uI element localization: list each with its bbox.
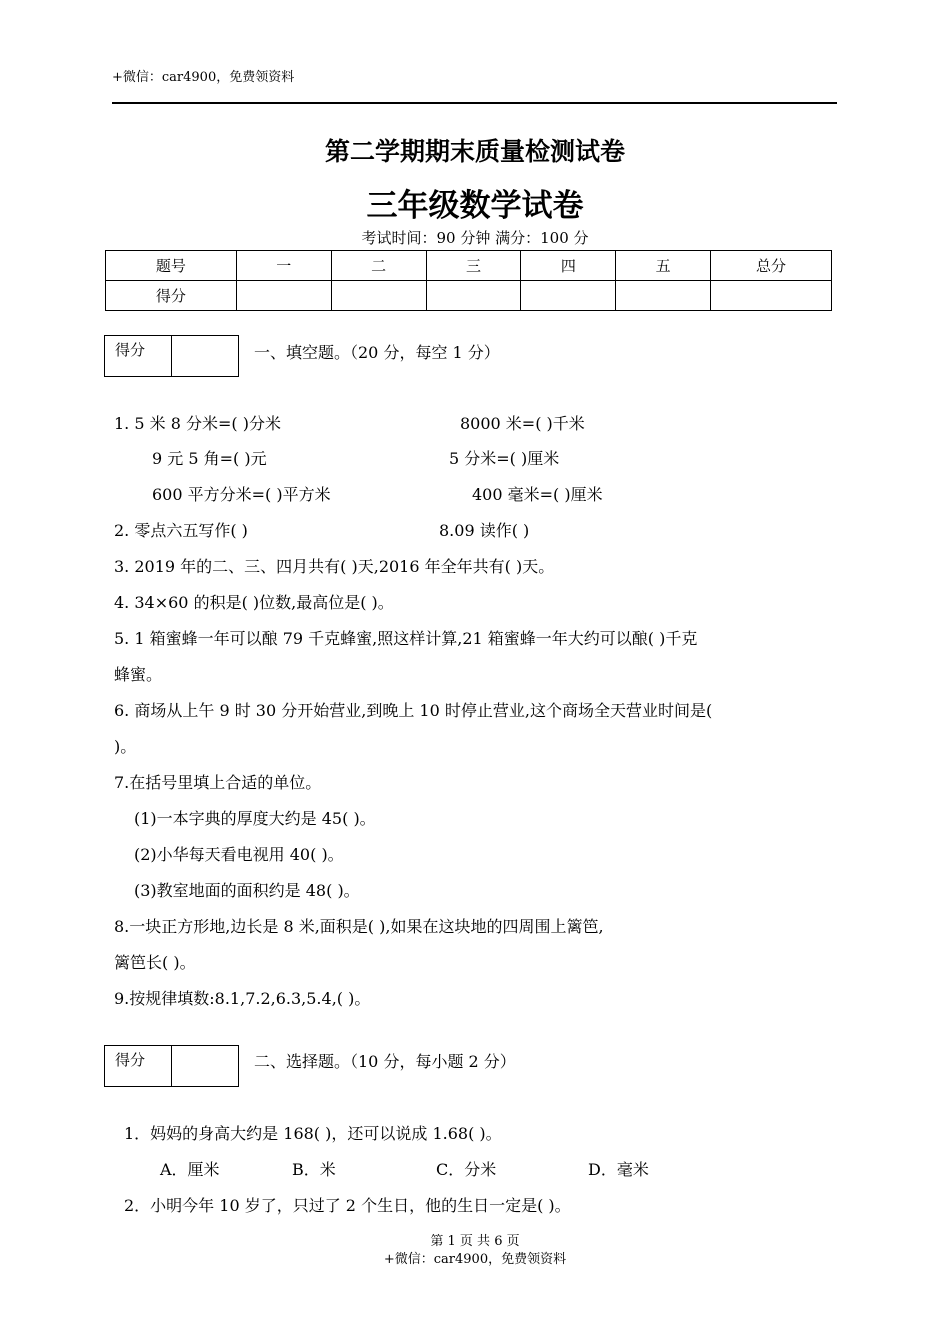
- score-table: [105, 250, 832, 311]
- s2-q1-option-c: C．分米: [436, 1160, 497, 1179]
- score-header-cell: 一: [236, 251, 331, 281]
- score-header-cell: 总分: [711, 251, 832, 281]
- footer-note: +微信：car4900，免费领资料: [383, 1252, 567, 1267]
- score-cell[interactable]: [711, 281, 832, 311]
- q7: 7.在括号里填上合适的单位。: [114, 773, 322, 792]
- section2-heading: 二、选择题。（10 分，每小题 2 分）: [254, 1052, 516, 1071]
- section1-score-label-cell: [105, 336, 172, 376]
- exam-title: 第二学期期末质量检测试卷: [324, 137, 625, 166]
- score-header-cell: 二: [331, 251, 426, 281]
- header-note: +微信：car4900，免费领资料: [112, 70, 295, 85]
- q6: 6. 商场从上午 9 时 30 分开始营业,到晚上 10 时停止营业,这个商场全天营业时间是(: [114, 701, 713, 720]
- q1-line3-left: 600 平方分米=( )平方米: [152, 485, 331, 504]
- score-cell[interactable]: [331, 281, 426, 311]
- section2-score-box: [104, 1045, 239, 1087]
- s2-q2: 2．小明今年 10 岁了，只过了 2 个生日，他的生日一定是( )。: [124, 1196, 571, 1215]
- score-table-header-row: [106, 251, 832, 281]
- q8: 8.一块正方形地,边长是 8 米,面积是( ),如果在这块地的四周围上篱笆,: [114, 917, 604, 936]
- q4: 4. 34×60 的积是( )位数,最高位是( )。: [114, 593, 394, 612]
- score-table-score-row: [106, 281, 832, 311]
- s2-q1-option-d: D．毫米: [588, 1160, 649, 1179]
- q2-left: 2. 零点六五写作( ): [114, 521, 248, 540]
- q5-cont: 蜂蜜。: [114, 665, 163, 684]
- score-cell[interactable]: [426, 281, 521, 311]
- score-header-cell: 三: [426, 251, 521, 281]
- score-header-cell: 四: [521, 251, 616, 281]
- score-cell[interactable]: [521, 281, 616, 311]
- q1-line1-left: 1. 5 米 8 分米=( )分米: [114, 414, 281, 433]
- header-rule: [112, 102, 837, 104]
- section1-score-label: 得分: [115, 341, 146, 359]
- q7-3: (3)教室地面的面积约是 48( )。: [134, 881, 360, 900]
- exam-info: 考试时间：90 分钟 满分：100 分: [361, 229, 589, 247]
- q7-2: (2)小华每天看电视用 40( )。: [134, 845, 344, 864]
- q8-cont: 篱笆长( )。: [114, 953, 196, 972]
- score-header-cell: 五: [616, 251, 711, 281]
- q9: 9.按规律填数:8.1,7.2,6.3,5.4,( )。: [114, 989, 371, 1008]
- q1-line3-right: 400 毫米=( )厘米: [472, 485, 603, 504]
- exam-subtitle: 三年级数学试卷: [366, 188, 584, 224]
- page-number: 第 1 页 共 6 页: [430, 1234, 520, 1249]
- q1-line2-left: 9 元 5 角=( )元: [152, 449, 267, 468]
- q1-line2-right: 5 分米=( )厘米: [449, 449, 560, 468]
- q3: 3. 2019 年的二、三、四月共有( )天,2016 年全年共有( )天。: [114, 557, 555, 576]
- section2-score-label: 得分: [115, 1051, 146, 1069]
- section1-score-box: [104, 335, 239, 377]
- q2-right: 8.09 读作( ): [439, 521, 530, 540]
- s2-q1-option-b: B．米: [292, 1160, 336, 1179]
- s2-q1: 1．妈妈的身高大约是 168( )，还可以说成 1.68( )。: [124, 1124, 502, 1143]
- section1-heading: 一、填空题。（20 分，每空 1 分）: [254, 343, 500, 362]
- q5: 5. 1 箱蜜蜂一年可以酿 79 千克蜂蜜,照这样计算,21 箱蜜蜂一年大约可以酿( )千克: [114, 629, 698, 648]
- q7-1: (1)一本字典的厚度大约是 45( )。: [134, 809, 376, 828]
- q6-cont: )。: [114, 737, 137, 756]
- score-cell[interactable]: [236, 281, 331, 311]
- s2-q1-option-a: A．厘米: [160, 1160, 220, 1179]
- q1-line1-right: 8000 米=( )千米: [460, 414, 585, 433]
- score-row-label: 得分: [106, 281, 237, 311]
- score-header-cell: 题号: [106, 251, 237, 281]
- score-cell[interactable]: [616, 281, 711, 311]
- section2-score-label-cell: [105, 1046, 172, 1086]
